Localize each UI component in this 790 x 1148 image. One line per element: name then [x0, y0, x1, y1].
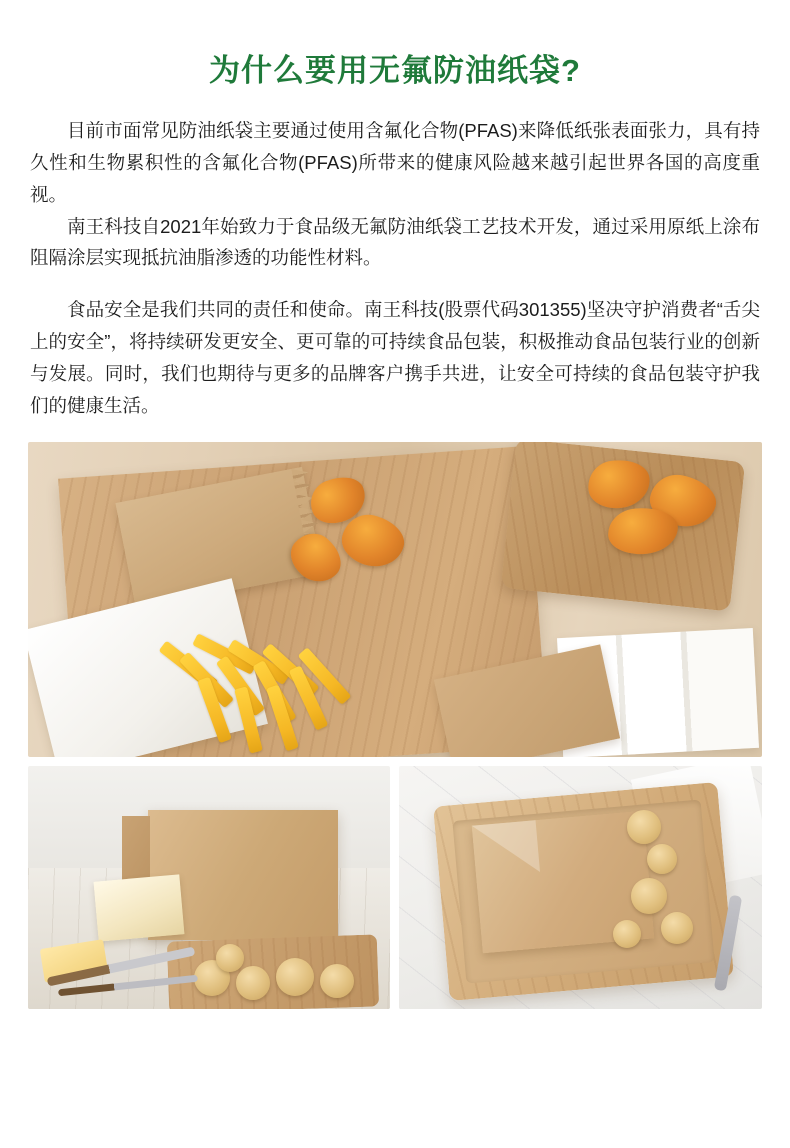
cookie — [320, 964, 354, 998]
paragraph-3: 食品安全是我们共同的责任和使命。南王科技(股票代码301355)坚决守护消费者“舌尖上的安全”，将持续研发更安全、更可靠的可持续食品包装，积极推动食品包装行业的创新与发展。同时，我们也期待与更多的品牌客户携手共进，让安全可持续的食品包装守护我们的健康生活。 — [30, 299, 760, 416]
cheese-block — [94, 874, 185, 941]
article-body — [0, 89, 790, 421]
cookie — [631, 878, 667, 914]
cookie — [647, 844, 677, 874]
cookie — [236, 966, 270, 1000]
gallery-bottom-row — [28, 766, 762, 1009]
page-title: 为什么要用无氟防油纸袋? — [209, 53, 581, 88]
photo-fries-nuggets-kraft-bags — [28, 442, 762, 757]
cookie — [661, 912, 693, 944]
cookie — [276, 958, 314, 996]
photo-tray-kraft-bag-cookies — [399, 766, 762, 1009]
cookie — [216, 944, 244, 972]
cookie — [613, 920, 641, 948]
paragraph-2: 南王科技自2021年始致力于食品级无氟防油纸袋工艺技术开发，通过采用原纸上涂布阻隔涂层实现抵抗油脂渗透的功能性材料。 — [30, 215, 760, 269]
french-fries — [178, 607, 378, 752]
image-gallery — [0, 422, 790, 1009]
paragraph-1: 目前市面常见防油纸袋主要通过使用含氟化合物(PFAS)来降低纸张表面张力，具有持久性和生物累积性的含氟化合物(PFAS)所带来的健康风险越来越引起世界各国的高度重视。 — [30, 120, 760, 205]
photo-kraft-bag-cheese-cookies — [28, 766, 390, 1009]
cookie — [627, 810, 661, 844]
